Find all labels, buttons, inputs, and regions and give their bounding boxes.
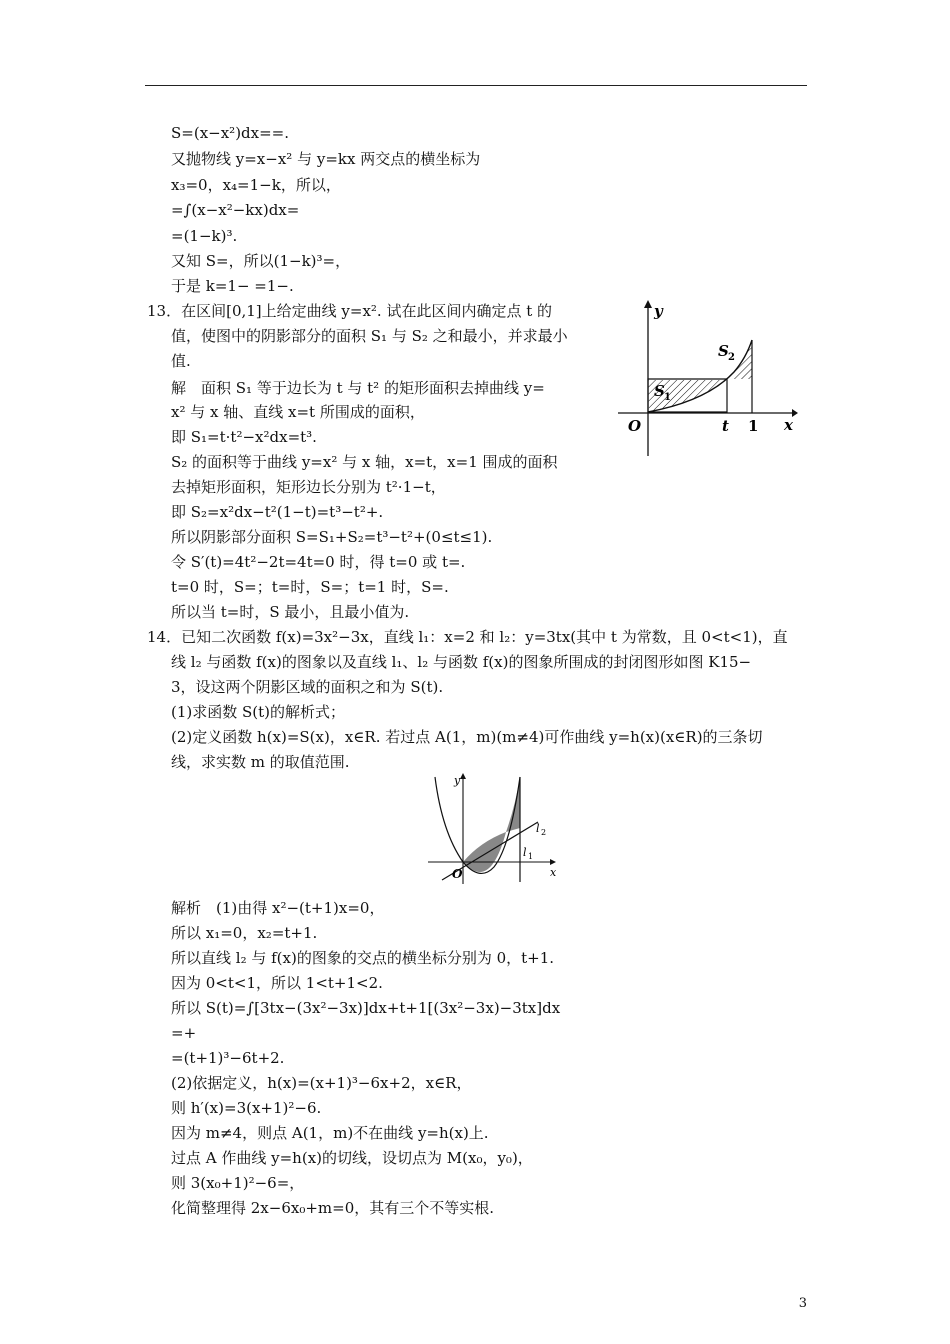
- text-line: S₂ 的面积等于曲线 y=x² 与 x 轴，x=t，x=1 围成的面积: [171, 453, 558, 471]
- y-label: y: [454, 774, 461, 787]
- text-line: 因为 0<t<1，所以 1<t+1<2.: [171, 974, 383, 992]
- y-axis-arrow: [460, 773, 466, 779]
- problem-13-title: 13．在区间[0,1]上给定曲线 y=x². 试在此区间内确定点 t 的: [147, 302, 553, 320]
- t-label: t: [722, 417, 729, 435]
- text-line: =(t+1)³−6t+2.: [171, 1049, 285, 1067]
- text-line: 所以 x₁=0，x₂=t+1.: [171, 924, 318, 942]
- s1-subscript: 1: [664, 392, 671, 403]
- one-label: 1: [748, 417, 759, 435]
- l2-subscript: 2: [541, 828, 547, 837]
- text-line: x₃=0，x₄=1−k，所以，: [171, 176, 341, 194]
- text-line: 去掉矩形面积，矩形边长分别为 t²·1−t，: [171, 478, 446, 496]
- text-line: t=0 时，S=；t=时，S=；t=1 时，S=.: [171, 578, 449, 596]
- s2-subscript: 2: [728, 352, 735, 363]
- y-label: y: [654, 302, 663, 320]
- l1-subscript: 1: [528, 852, 534, 861]
- text-line: 值，使图中的阴影部分的面积 S₁ 与 S₂ 之和最小，并求最小: [171, 327, 568, 345]
- text-line: 解 面积 S₁ 等于边长为 t 与 t² 的矩形面积去掉曲线 y=: [171, 379, 545, 397]
- text-line: 即 S₂=x²dx−t²(1−t)=t³−t²+.: [171, 503, 384, 521]
- shaded-region-lower: [463, 832, 506, 872]
- figure-quadratic-lines: [420, 772, 565, 890]
- text-line: 所以直线 l₂ 与 f(x)的图象的交点的横坐标分别为 0，t+1.: [171, 949, 555, 967]
- text-line: S=(x−x²)dx==.: [171, 124, 290, 142]
- text-line: 解析 (1)由得 x²−(t+1)x=0，: [171, 899, 385, 917]
- text-line: 线，求实数 m 的取值范围.: [171, 753, 350, 771]
- shaded-region-upper: [506, 777, 520, 832]
- text-line: 3，设这两个阴影区域的面积之和为 S(t).: [171, 678, 444, 696]
- text-line: 于是 k=1− =1−.: [171, 277, 294, 295]
- x-label: x: [550, 866, 557, 879]
- l2-label: l: [536, 822, 540, 835]
- text-line: 又抛物线 y=x−x² 与 y=kx 两交点的横坐标为: [171, 150, 481, 168]
- figure-curve-area: [612, 296, 802, 460]
- text-line: =(1−k)³.: [171, 227, 238, 245]
- origin-label: O: [628, 417, 642, 435]
- text-line: 所以 S(t)=∫[3tx−(3x²−3x)]dx+t+1[(3x²−3x)−3tx]dx: [171, 999, 561, 1017]
- text-line: 化简整理得 2x−6x₀+m=0，其有三个不等实根.: [171, 1199, 495, 1217]
- text-line: x² 与 x 轴、直线 x=t 所围成的面积，: [171, 403, 425, 421]
- page-number: 3: [798, 1296, 807, 1311]
- text-line: 又知 S=，所以(1−k)³=，: [171, 252, 351, 270]
- problem-14-title: 14．已知二次函数 f(x)=3x²−3x，直线 l₁：x=2 和 l₂：y=3tx(其中 t 为常数，且 0<t<1)，直: [147, 628, 788, 646]
- s2-label: S: [718, 342, 729, 360]
- text-line: 所以当 t=时，S 最小，且最小值为.: [171, 603, 410, 621]
- text-line: 值.: [171, 352, 191, 370]
- text-line: 所以阴影部分面积 S=S₁+S₂=t³−t²+(0≤t≤1).: [171, 528, 493, 546]
- origin-label: O: [452, 867, 463, 881]
- text-line: 因为 m≠4，则点 A(1，m)不在曲线 y=h(x)上.: [171, 1124, 489, 1142]
- x-axis-arrow: [550, 859, 556, 865]
- text-line: 线 l₂ 与函数 f(x)的图象以及直线 l₁、l₂ 与函数 f(x)的图象所围成的封闭图形如图 K15−: [171, 653, 752, 671]
- text-line: 则 3(x₀+1)²−6=，: [171, 1174, 305, 1192]
- header-rule: [145, 85, 807, 86]
- text-line: (1)求函数 S(t)的解析式；: [171, 703, 346, 721]
- text-line: 则 h′(x)=3(x+1)²−6.: [171, 1099, 322, 1117]
- s1-label: S: [654, 382, 665, 400]
- l1-label: l: [523, 846, 527, 859]
- text-line: =+: [171, 1024, 197, 1042]
- text-line: =∫(x−x²−kx)dx=: [171, 201, 300, 219]
- y-axis-arrow: [644, 300, 652, 308]
- text-line: 即 S₁=t·t²−x²dx=t³.: [171, 428, 317, 446]
- text-line: (2)依据定义，h(x)=(x+1)³−6x+2，x∈R，: [171, 1074, 472, 1092]
- text-line: (2)定义函数 h(x)=S(x)，x∈R. 若过点 A(1，m)(m≠4)可作曲线 y=h(x)(x∈R)的三条切: [171, 728, 763, 746]
- x-label: x: [784, 416, 793, 434]
- text-line: 过点 A 作曲线 y=h(x)的切线，设切点为 M(x₀，y₀)，: [171, 1149, 533, 1167]
- text-line: 令 S′(t)=4t²−2t=4t=0 时，得 t=0 或 t=.: [171, 553, 466, 571]
